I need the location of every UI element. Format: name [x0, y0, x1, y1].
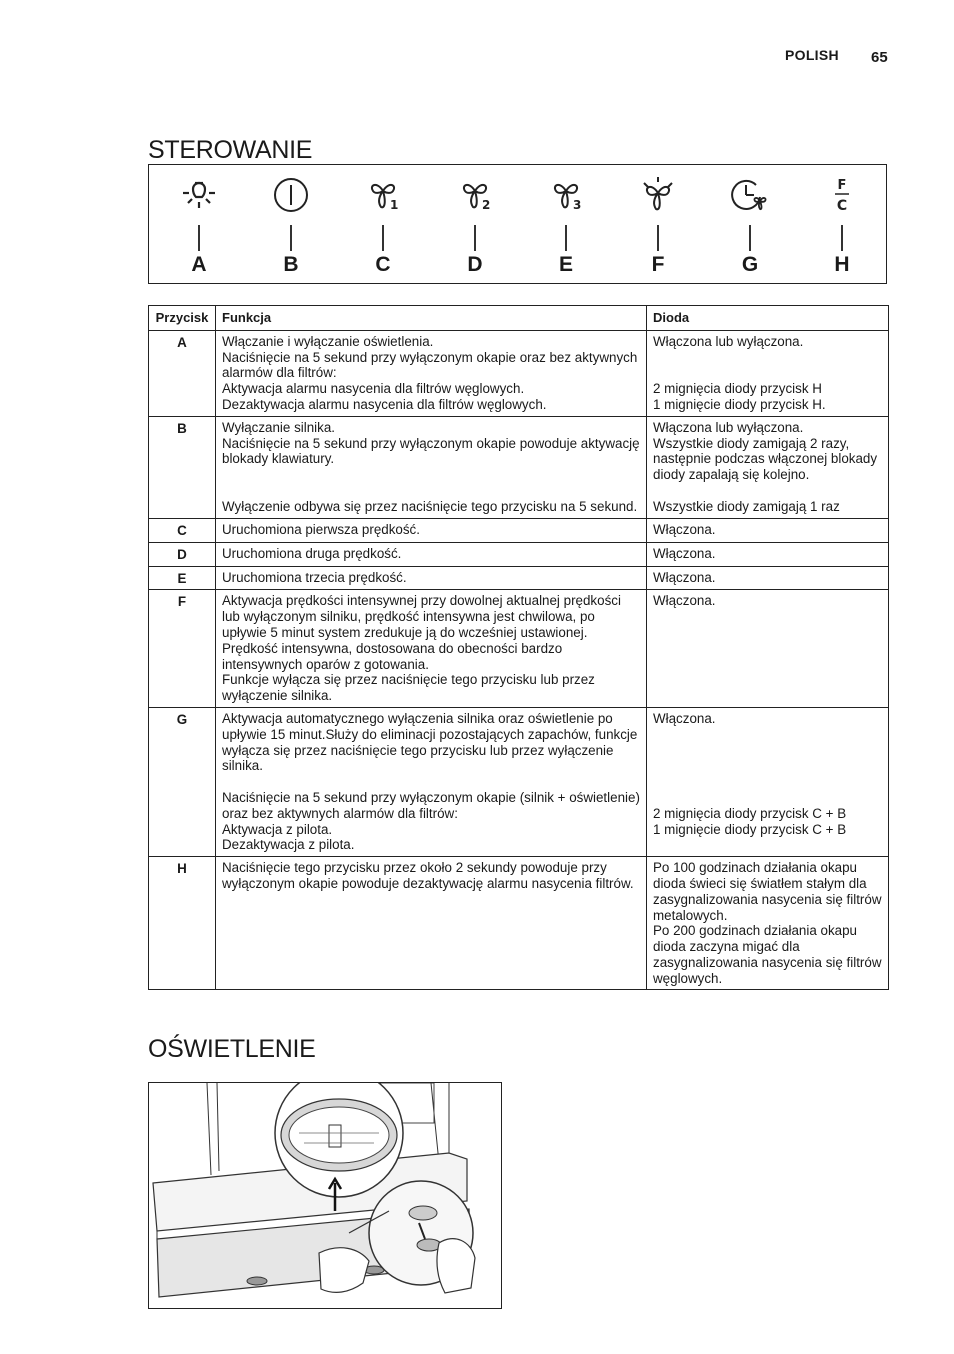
fan-speed-1-icon [363, 173, 403, 217]
table-row [149, 857, 889, 990]
column-header-function: Funkcja [216, 306, 647, 331]
control-letter: H [834, 253, 850, 276]
light-bulb-icon [179, 173, 219, 217]
lamp-replacement-illustration [148, 1082, 502, 1309]
table-row [149, 590, 889, 708]
row-led: Włączona. [647, 566, 889, 590]
row-key: B [149, 416, 216, 518]
svg-text:F: F [837, 178, 847, 193]
row-key: F [149, 590, 216, 708]
row-led: Włączona. 2 mignięcia diody przycisk C + B 1 mignięcie diody przycisk C + B [647, 707, 889, 856]
control-panel-diagram [148, 164, 887, 284]
control-letter: A [191, 253, 207, 276]
row-led: Włączona. [647, 518, 889, 542]
svg-text:C: C [836, 198, 848, 214]
control-letter: D [467, 253, 483, 276]
fan-speed-3-icon [546, 173, 586, 217]
fan-intensive-icon [638, 173, 678, 217]
timer-fan-icon [730, 173, 770, 217]
control-d [445, 165, 505, 283]
control-letter: B [283, 253, 299, 276]
control-letter: F [651, 253, 665, 276]
control-f [628, 165, 688, 283]
row-key: H [149, 857, 216, 990]
control-g [720, 165, 780, 283]
pointer-line [657, 225, 659, 251]
pointer-line [198, 225, 200, 251]
row-led: Włączona. [647, 590, 889, 708]
row-function: Włączanie i wyłączanie oświetlenia. Naciśnięcie na 5 sekund przy wyłączonym okapie oraz bez aktywnych alarmów dla filtrów: Aktywacja alarmu nasycenia dla filtrów węglowych. Dezaktywacja alarmu nasycenia dla filtrów węglowych. [216, 330, 647, 416]
control-letter: E [558, 253, 573, 276]
row-led: Włączona. [647, 542, 889, 566]
row-function: Aktywacja prędkości intensywnej przy dowolnej aktualnej prędkości lub wyłączonym silniku, prędkość intensywna jest chwilowa, po upływie 5 minut system zredukuje ją do wcześniej ustawionej. Prędkość intensywna, dostosowana do obecności bardzo intensywnych oparów z gotowania. Funkcje wyłącza się przez naciśnięcie tego przycisku lub przez wyłączenie silnika. [216, 590, 647, 708]
power-icon [271, 173, 311, 217]
row-led: Włączona lub wyłączona. Wszystkie diody zamigają 2 razy, następnie podczas włączonej blokady diody zapalają się kolejno. Wszystkie diody zamigają 1 raz [647, 416, 889, 518]
control-b [261, 165, 321, 283]
pointer-line [290, 225, 292, 251]
row-function: Uruchomiona pierwsza prędkość. [216, 518, 647, 542]
row-function: Aktywacja automatycznego wyłączenia silnika oraz oświetlenie po upływie 15 minut.Służy do eliminacji pozostających zapachów, funkcje wyłącza się przez naciśnięcie tego przycisku lub przez wyłączenie silnika. Naciśnięcie na 5 sekund przy wyłączonym okapie (silnik + oświetlenie) oraz bez aktywnych alarmów dla filtrów: Aktywacja z pilota. Dezaktywacja z pilota. [216, 707, 647, 856]
fan-speed-2-icon [455, 173, 495, 217]
hood-lamp-drawing [149, 1083, 500, 1307]
pointer-line [749, 225, 751, 251]
control-e [536, 165, 596, 283]
section-title-controls: STEROWANIE [148, 136, 313, 164]
pointer-line [841, 225, 843, 251]
controls-function-table [148, 305, 889, 990]
table-row [149, 542, 889, 566]
control-h [812, 165, 872, 283]
pointer-line [474, 225, 476, 251]
row-led: Włączona lub wyłączona. 2 mignięcia diody przycisk H 1 mignięcie diody przycisk H. [647, 330, 889, 416]
page-number: 65 [871, 49, 888, 66]
page-header-language: POLISH [785, 47, 839, 63]
table-row [149, 330, 889, 416]
svg-text:3: 3 [573, 198, 582, 212]
row-key: E [149, 566, 216, 590]
row-function: Naciśnięcie tego przycisku przez około 2 sekundy powoduje przy wyłączonym okapie powoduje dezaktywację alarmu nasycenia filtrów. [216, 857, 647, 990]
row-function: Wyłączanie silnika. Naciśnięcie na 5 sekund przy wyłączonym okapie powoduje aktywację blokady klawiatury. Wyłączenie odbywa się przez naciśnięcie tego przycisku na 5 sekund. [216, 416, 647, 518]
pointer-line [565, 225, 567, 251]
control-letter: G [741, 253, 759, 276]
row-function: Uruchomiona druga prędkość. [216, 542, 647, 566]
table-row [149, 518, 889, 542]
control-c [353, 165, 413, 283]
column-header-key: Przycisk [149, 306, 216, 331]
pointer-line [382, 225, 384, 251]
row-led: Po 100 godzinach działania okapu dioda świeci się światłem stałym dla zasygnalizowania nasycenia się filtrów metalowych. Po 200 godzinach działania okapu dioda zaczyna migać dla zasygnalizowania nasycenia się filtrów węglowych. [647, 857, 889, 990]
table-header-row [149, 306, 889, 331]
table-row [149, 566, 889, 590]
row-function: Uruchomiona trzecia prędkość. [216, 566, 647, 590]
column-header-led: Dioda [647, 306, 889, 331]
svg-text:2: 2 [482, 198, 491, 212]
table-row [149, 416, 889, 518]
row-key: D [149, 542, 216, 566]
row-key: G [149, 707, 216, 856]
control-a [169, 165, 229, 283]
control-letter: C [375, 253, 391, 276]
filter-fc-icon [822, 173, 862, 217]
row-key: C [149, 518, 216, 542]
section-title-lighting: OŚWIETLENIE [148, 1035, 316, 1063]
row-key: A [149, 330, 216, 416]
table-row [149, 707, 889, 856]
svg-text:1: 1 [390, 198, 399, 212]
